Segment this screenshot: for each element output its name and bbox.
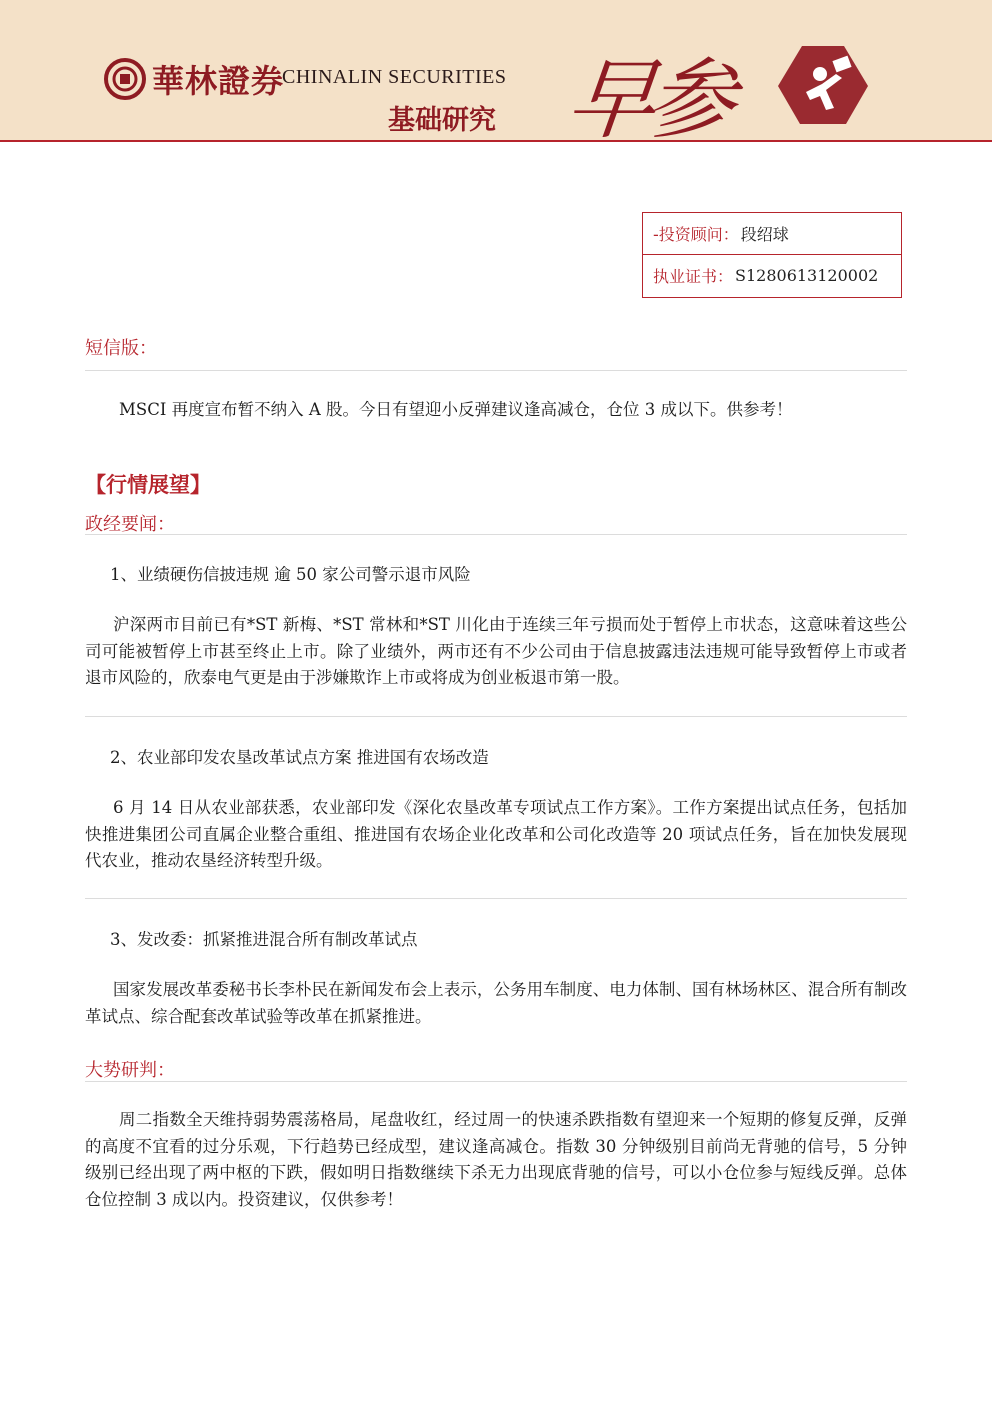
sms-text: MSCI 再度宣布暂不纳入 A 股。今日有望迎小反弹建议逢高减仓，仓位 3 成以下。供参考！: [119, 400, 793, 419]
advisor-name-value: 段绍球: [740, 225, 789, 244]
brand-name-en: CHINALIN SECURITIES: [282, 66, 507, 88]
advisor-cert-value: S1280613120002: [735, 266, 879, 285]
news-item-body: 6 月 14 日从农业部获悉，农业部印发《深化农垦改革专项试点工作方案》。工作方案提出试点任务，包括加快推进集团公司直属企业整合重组、推进国有农场企业化改革和公司化改造等 20 项试点任务，旨在加快发展现代农业，推动农垦经济转型升级。: [85, 798, 907, 870]
news-item-heading: 3、发改委：抓紧推进混合所有制改革试点: [110, 930, 418, 949]
brand-name-cn: 華林證券: [152, 62, 285, 100]
outlook-section-title: 【行情展望】: [85, 473, 211, 497]
trend-section-title: 大势研判：: [85, 1060, 175, 1081]
divider: [85, 716, 907, 717]
news-item-body: 国家发展改革委秘书长李朴民在新闻发布会上表示，公务用车制度、电力体制、国有林场林区、混合所有制改革试点、综合配套改革试验等改革在抓紧推进。: [85, 980, 907, 1026]
news-item-heading: 2、农业部印发农垦改革试点方案 推进国有农场改造: [110, 748, 489, 767]
advisor-name-row: [643, 213, 901, 254]
report-title: 早参: [561, 48, 733, 151]
advisor-cert-label: 执业证书：: [653, 267, 734, 286]
sms-section-title: 短信版：: [85, 338, 157, 359]
advisor-cert-row: [643, 254, 901, 296]
page-header: [0, 0, 992, 151]
divider: [85, 370, 907, 371]
divider: [85, 1081, 907, 1082]
trend-text: 周二指数全天维持弱势震荡格局，尾盘收红，经过周一的快速杀跌指数有望迎来一个短期的修复反弹，反弹的高度不宜看的过分乐观，下行趋势已经成型，建议逢高减仓。指数 30 分钟级别目前尚无背驰的信号，5 分钟级别已经出现了两中枢的下跌，假如明日指数继续下杀无力出现底背驰的信号，可以小仓位参与短线反弹。总体仓位控制 3 成以内。投资建议，仅供参考！: [85, 1110, 907, 1209]
news-item-body: 沪深两市目前已有*ST 新梅、*ST 常林和*ST 川化由于连续三年亏损而处于暂停上市状态，这意味着这些公司可能被暂停上市甚至终止上市。除了业绩外，两市还有不少公司由于信息披露违法违规可能导致暂停上市或者退市风险的，欣泰电气更是由于涉嫌欺诈上市或将成为创业板退市第一股。: [85, 615, 907, 687]
divider: [85, 534, 907, 535]
advisor-info-box: [642, 212, 902, 298]
reader-emblem-icon: [776, 44, 870, 126]
divider: [85, 898, 907, 899]
advisor-name-label: -投资顾问：: [653, 225, 739, 244]
news-item-heading: 1、业绩硬伤信披违规 逾 50 家公司警示退市风险: [110, 565, 471, 584]
news-section-title: 政经要闻：: [85, 514, 175, 535]
department-label: 基础研究: [388, 105, 496, 136]
chinalin-logo-icon: [104, 58, 146, 100]
